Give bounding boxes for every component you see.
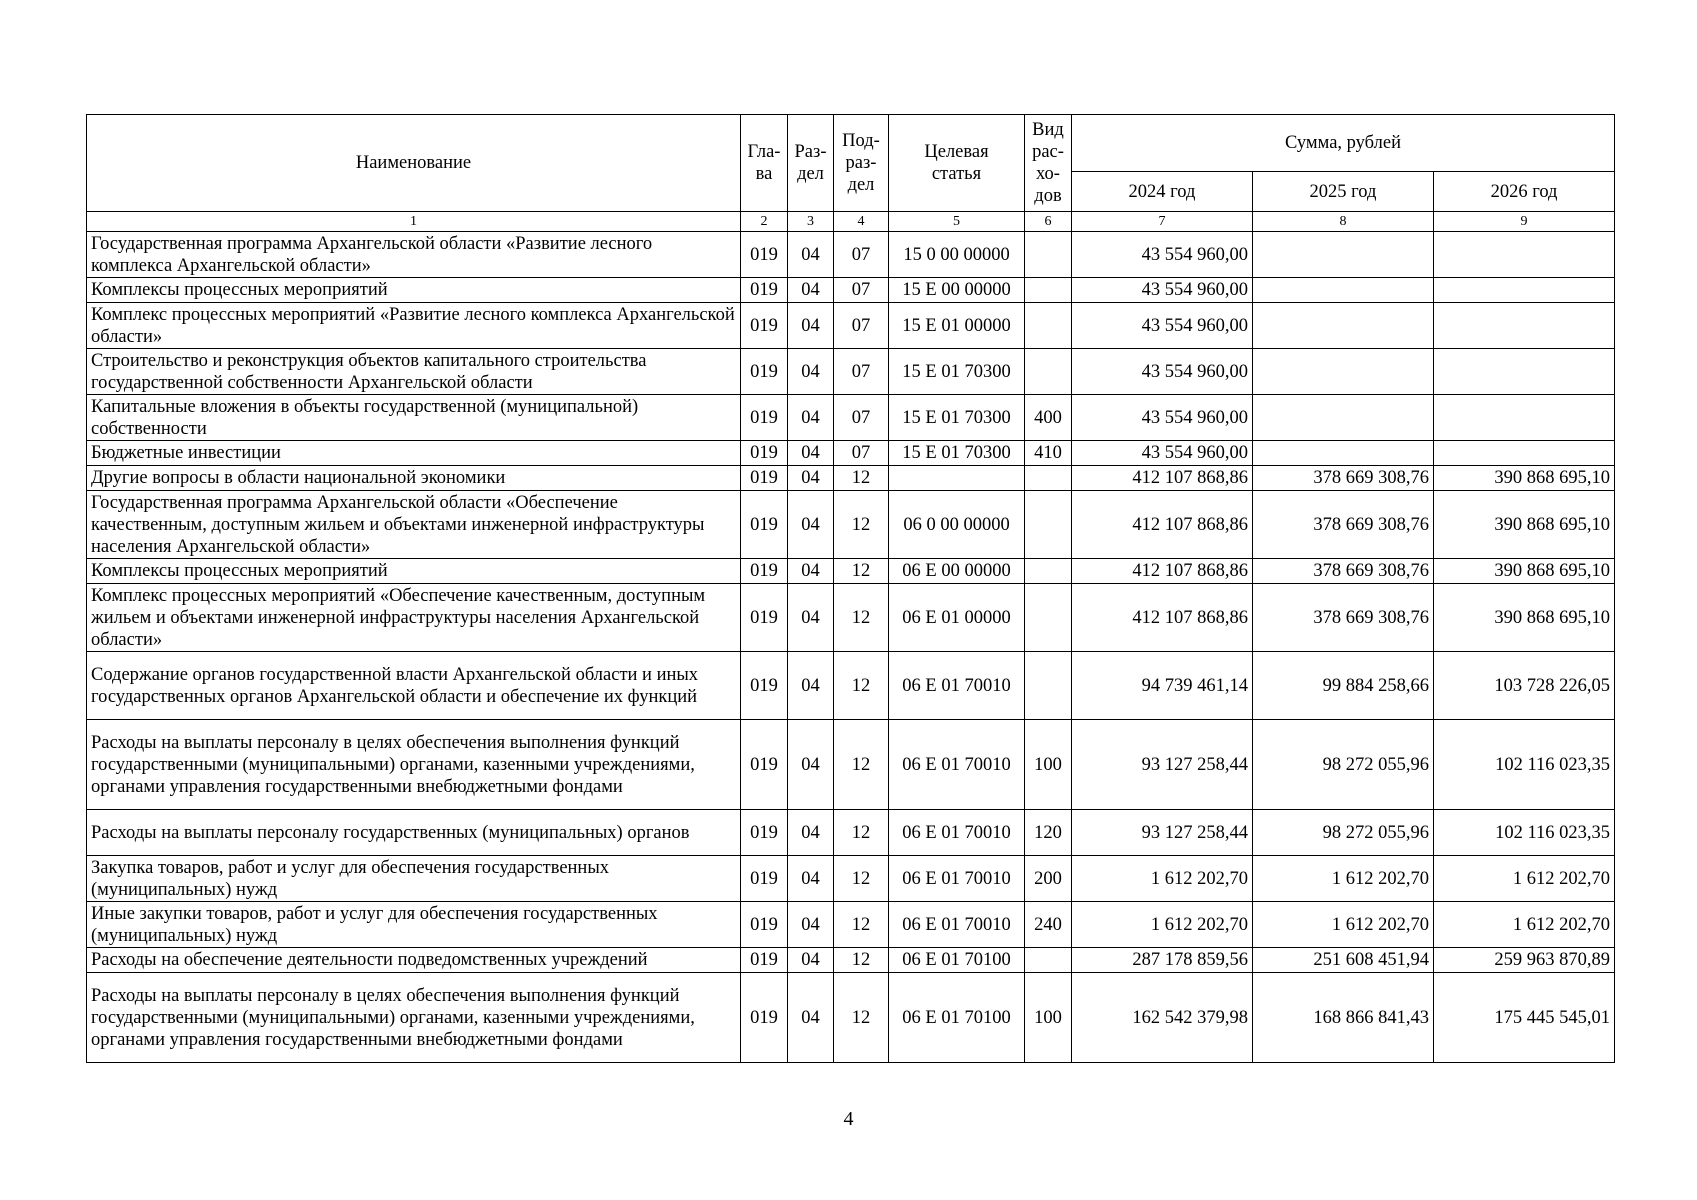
- table-body: [87, 232, 1615, 1063]
- row-chapter: 019: [741, 652, 788, 720]
- header-section: Раз- дел: [788, 115, 834, 212]
- column-number-row: [87, 212, 1615, 232]
- row-amount-2024: 43 554 960,00: [1072, 349, 1253, 395]
- row-name: Государственная программа Архангельской области «Развитие лесного комплекса Архангельской области»: [87, 232, 741, 278]
- row-subsection: 12: [834, 902, 889, 948]
- row-section: 04: [788, 720, 834, 810]
- row-section: 04: [788, 441, 834, 466]
- row-amount-2024: 162 542 379,98: [1072, 973, 1253, 1063]
- row-amount-2024: 412 107 868,86: [1072, 559, 1253, 584]
- row-amount-2024: 43 554 960,00: [1072, 303, 1253, 349]
- row-amount-2024: 94 739 461,14: [1072, 652, 1253, 720]
- row-amount-2026: [1434, 303, 1615, 349]
- row-amount-2026: [1434, 441, 1615, 466]
- row-section: 04: [788, 973, 834, 1063]
- row-target-article: 15 Е 01 70300: [889, 349, 1025, 395]
- row-amount-2024: 1 612 202,70: [1072, 856, 1253, 902]
- row-amount-2026: 390 868 695,10: [1434, 559, 1615, 584]
- row-chapter: 019: [741, 973, 788, 1063]
- row-name: Расходы на выплаты персоналу в целях обеспечения выполнения функций государственными (муниципальными) органами, казенными учреждениями, органами управления государственными внебюджетными фондами: [87, 720, 741, 810]
- column-number: 8: [1253, 212, 1434, 232]
- table-row: [87, 973, 1615, 1063]
- row-name: Комплекс процессных мероприятий «Обеспечение качественным, доступным жильем и объектами инженерной инфраструктуры населения Архангельской области»: [87, 584, 741, 652]
- row-amount-2025: 168 866 841,43: [1253, 973, 1434, 1063]
- row-amount-2026: 1 612 202,70: [1434, 856, 1615, 902]
- page-number: 4: [843, 1108, 854, 1130]
- row-amount-2024: 412 107 868,86: [1072, 491, 1253, 559]
- table-row: [87, 349, 1615, 395]
- column-number: 6: [1025, 212, 1072, 232]
- row-expense-type: [1025, 652, 1072, 720]
- row-section: 04: [788, 232, 834, 278]
- row-name: Комплексы процессных мероприятий: [87, 559, 741, 584]
- row-subsection: 12: [834, 559, 889, 584]
- row-target-article: 06 Е 01 70010: [889, 810, 1025, 856]
- row-amount-2025: [1253, 232, 1434, 278]
- row-amount-2026: [1434, 232, 1615, 278]
- row-amount-2025: [1253, 278, 1434, 303]
- row-expense-type: [1025, 303, 1072, 349]
- row-amount-2024: 43 554 960,00: [1072, 395, 1253, 441]
- row-amount-2025: 1 612 202,70: [1253, 902, 1434, 948]
- row-name: Расходы на выплаты персоналу государственных (муниципальных) органов: [87, 810, 741, 856]
- table-row: [87, 559, 1615, 584]
- row-name: Иные закупки товаров, работ и услуг для обеспечения государственных (муниципальных) нужд: [87, 902, 741, 948]
- row-subsection: 12: [834, 584, 889, 652]
- budget-table: [86, 114, 1615, 1063]
- row-target-article: 06 Е 01 70010: [889, 856, 1025, 902]
- row-name: Комплекс процессных мероприятий «Развитие лесного комплекса Архангельской области»: [87, 303, 741, 349]
- header-name: Наименование: [87, 115, 741, 212]
- column-number: 3: [788, 212, 834, 232]
- row-name: Бюджетные инвестиции: [87, 441, 741, 466]
- table-row: [87, 395, 1615, 441]
- row-amount-2026: 103 728 226,05: [1434, 652, 1615, 720]
- row-subsection: 12: [834, 491, 889, 559]
- row-target-article: 06 Е 01 70010: [889, 902, 1025, 948]
- row-target-article: [889, 466, 1025, 491]
- row-chapter: 019: [741, 466, 788, 491]
- table-row: [87, 278, 1615, 303]
- row-amount-2025: 99 884 258,66: [1253, 652, 1434, 720]
- row-target-article: 06 Е 01 70010: [889, 720, 1025, 810]
- table-row: [87, 856, 1615, 902]
- row-amount-2026: 102 116 023,35: [1434, 720, 1615, 810]
- row-section: 04: [788, 491, 834, 559]
- header-chapter: Гла- ва: [741, 115, 788, 212]
- row-amount-2025: 251 608 451,94: [1253, 948, 1434, 973]
- row-target-article: 15 Е 01 70300: [889, 395, 1025, 441]
- row-expense-type: 240: [1025, 902, 1072, 948]
- table-row: [87, 948, 1615, 973]
- row-chapter: 019: [741, 395, 788, 441]
- row-amount-2026: [1434, 278, 1615, 303]
- row-name: Государственная программа Архангельской области «Обеспечение качественным, доступным жильем и объектами инженерной инфраструктуры населения Архангельской области»: [87, 491, 741, 559]
- row-expense-type: [1025, 349, 1072, 395]
- row-subsection: 07: [834, 278, 889, 303]
- row-section: 04: [788, 652, 834, 720]
- header-subsection: Под- раз- дел: [834, 115, 889, 212]
- header-year-2024: 2024 год: [1072, 172, 1253, 212]
- row-subsection: 07: [834, 395, 889, 441]
- row-amount-2024: 287 178 859,56: [1072, 948, 1253, 973]
- row-chapter: 019: [741, 303, 788, 349]
- table-row: [87, 652, 1615, 720]
- row-amount-2024: 1 612 202,70: [1072, 902, 1253, 948]
- row-section: 04: [788, 303, 834, 349]
- row-section: 04: [788, 559, 834, 584]
- row-expense-type: [1025, 948, 1072, 973]
- row-chapter: 019: [741, 491, 788, 559]
- row-target-article: 06 Е 01 70100: [889, 948, 1025, 973]
- column-number: 4: [834, 212, 889, 232]
- row-target-article: 15 0 00 00000: [889, 232, 1025, 278]
- row-chapter: 019: [741, 948, 788, 973]
- header-year-2025: 2025 год: [1253, 172, 1434, 212]
- row-subsection: 07: [834, 303, 889, 349]
- row-name: Расходы на выплаты персоналу в целях обеспечения выполнения функций государственными (муниципальными) органами, казенными учреждениями, органами управления государственными внебюджетными фондами: [87, 973, 741, 1063]
- row-amount-2025: [1253, 395, 1434, 441]
- row-name: Другие вопросы в области национальной экономики: [87, 466, 741, 491]
- row-amount-2024: 43 554 960,00: [1072, 278, 1253, 303]
- row-amount-2025: 378 669 308,76: [1253, 559, 1434, 584]
- row-chapter: 019: [741, 559, 788, 584]
- row-amount-2025: 378 669 308,76: [1253, 491, 1434, 559]
- row-section: 04: [788, 278, 834, 303]
- row-name: Расходы на обеспечение деятельности подведомственных учреждений: [87, 948, 741, 973]
- row-amount-2025: 1 612 202,70: [1253, 856, 1434, 902]
- row-subsection: 12: [834, 948, 889, 973]
- row-section: 04: [788, 902, 834, 948]
- row-amount-2026: 102 116 023,35: [1434, 810, 1615, 856]
- row-subsection: 07: [834, 441, 889, 466]
- table-header: [87, 115, 1615, 232]
- header-target: Целевая статья: [889, 115, 1025, 212]
- row-expense-type: 120: [1025, 810, 1072, 856]
- row-amount-2025: 98 272 055,96: [1253, 810, 1434, 856]
- row-expense-type: [1025, 584, 1072, 652]
- table-row: [87, 441, 1615, 466]
- row-amount-2024: 43 554 960,00: [1072, 232, 1253, 278]
- row-expense-type: [1025, 278, 1072, 303]
- column-number: 2: [741, 212, 788, 232]
- row-amount-2025: 98 272 055,96: [1253, 720, 1434, 810]
- table-row: [87, 584, 1615, 652]
- row-amount-2026: 259 963 870,89: [1434, 948, 1615, 973]
- row-expense-type: 200: [1025, 856, 1072, 902]
- row-chapter: 019: [741, 278, 788, 303]
- row-amount-2026: [1434, 395, 1615, 441]
- row-chapter: 019: [741, 856, 788, 902]
- table-row: [87, 810, 1615, 856]
- row-expense-type: [1025, 559, 1072, 584]
- row-target-article: 06 Е 00 00000: [889, 559, 1025, 584]
- row-chapter: 019: [741, 584, 788, 652]
- row-chapter: 019: [741, 349, 788, 395]
- row-target-article: 06 Е 01 00000: [889, 584, 1025, 652]
- row-target-article: 15 Е 01 70300: [889, 441, 1025, 466]
- row-chapter: 019: [741, 232, 788, 278]
- row-subsection: 12: [834, 856, 889, 902]
- row-chapter: 019: [741, 720, 788, 810]
- row-section: 04: [788, 466, 834, 491]
- row-target-article: 06 Е 01 70100: [889, 973, 1025, 1063]
- row-name: Капитальные вложения в объекты государственной (муниципальной) собственности: [87, 395, 741, 441]
- row-amount-2026: 175 445 545,01: [1434, 973, 1615, 1063]
- column-number: 7: [1072, 212, 1253, 232]
- column-number: 1: [87, 212, 741, 232]
- row-amount-2026: 390 868 695,10: [1434, 466, 1615, 491]
- column-number: 9: [1434, 212, 1615, 232]
- row-chapter: 019: [741, 441, 788, 466]
- header-sum: Сумма, рублей: [1072, 115, 1615, 172]
- row-amount-2024: 93 127 258,44: [1072, 720, 1253, 810]
- row-amount-2025: [1253, 303, 1434, 349]
- row-expense-type: 410: [1025, 441, 1072, 466]
- row-target-article: 06 Е 01 70010: [889, 652, 1025, 720]
- row-subsection: 12: [834, 466, 889, 491]
- row-name: Содержание органов государственной власти Архангельской области и иных государственных органов Архангельской области и обеспечение их функций: [87, 652, 741, 720]
- row-target-article: 06 0 00 00000: [889, 491, 1025, 559]
- row-section: 04: [788, 948, 834, 973]
- row-subsection: 12: [834, 720, 889, 810]
- row-subsection: 12: [834, 652, 889, 720]
- table-row: [87, 491, 1615, 559]
- table-row: [87, 466, 1615, 491]
- row-chapter: 019: [741, 810, 788, 856]
- row-amount-2025: 378 669 308,76: [1253, 466, 1434, 491]
- row-section: 04: [788, 810, 834, 856]
- row-section: 04: [788, 584, 834, 652]
- row-section: 04: [788, 395, 834, 441]
- row-amount-2025: [1253, 349, 1434, 395]
- row-name: Комплексы процессных мероприятий: [87, 278, 741, 303]
- row-expense-type: [1025, 232, 1072, 278]
- row-amount-2024: 43 554 960,00: [1072, 441, 1253, 466]
- table-row: [87, 303, 1615, 349]
- row-name: Закупка товаров, работ и услуг для обеспечения государственных (муниципальных) нужд: [87, 856, 741, 902]
- row-subsection: 07: [834, 349, 889, 395]
- row-amount-2026: 1 612 202,70: [1434, 902, 1615, 948]
- row-expense-type: [1025, 466, 1072, 491]
- row-chapter: 019: [741, 902, 788, 948]
- row-section: 04: [788, 349, 834, 395]
- row-expense-type: 400: [1025, 395, 1072, 441]
- row-amount-2026: [1434, 349, 1615, 395]
- column-number: 5: [889, 212, 1025, 232]
- row-amount-2026: 390 868 695,10: [1434, 491, 1615, 559]
- row-subsection: 12: [834, 810, 889, 856]
- row-amount-2026: 390 868 695,10: [1434, 584, 1615, 652]
- row-expense-type: [1025, 491, 1072, 559]
- row-expense-type: 100: [1025, 720, 1072, 810]
- row-amount-2024: 412 107 868,86: [1072, 584, 1253, 652]
- row-subsection: 12: [834, 973, 889, 1063]
- row-section: 04: [788, 856, 834, 902]
- row-subsection: 07: [834, 232, 889, 278]
- row-target-article: 15 Е 01 00000: [889, 303, 1025, 349]
- row-amount-2024: 93 127 258,44: [1072, 810, 1253, 856]
- row-amount-2025: [1253, 441, 1434, 466]
- row-amount-2024: 412 107 868,86: [1072, 466, 1253, 491]
- row-target-article: 15 Е 00 00000: [889, 278, 1025, 303]
- header-year-2026: 2026 год: [1434, 172, 1615, 212]
- table-row: [87, 902, 1615, 948]
- row-expense-type: 100: [1025, 973, 1072, 1063]
- header-expense-type: Вид рас- хо- дов: [1025, 115, 1072, 212]
- table-row: [87, 232, 1615, 278]
- table-row: [87, 720, 1615, 810]
- row-amount-2025: 378 669 308,76: [1253, 584, 1434, 652]
- row-name: Строительство и реконструкция объектов капитального строительства государственной собственности Архангельской области: [87, 349, 741, 395]
